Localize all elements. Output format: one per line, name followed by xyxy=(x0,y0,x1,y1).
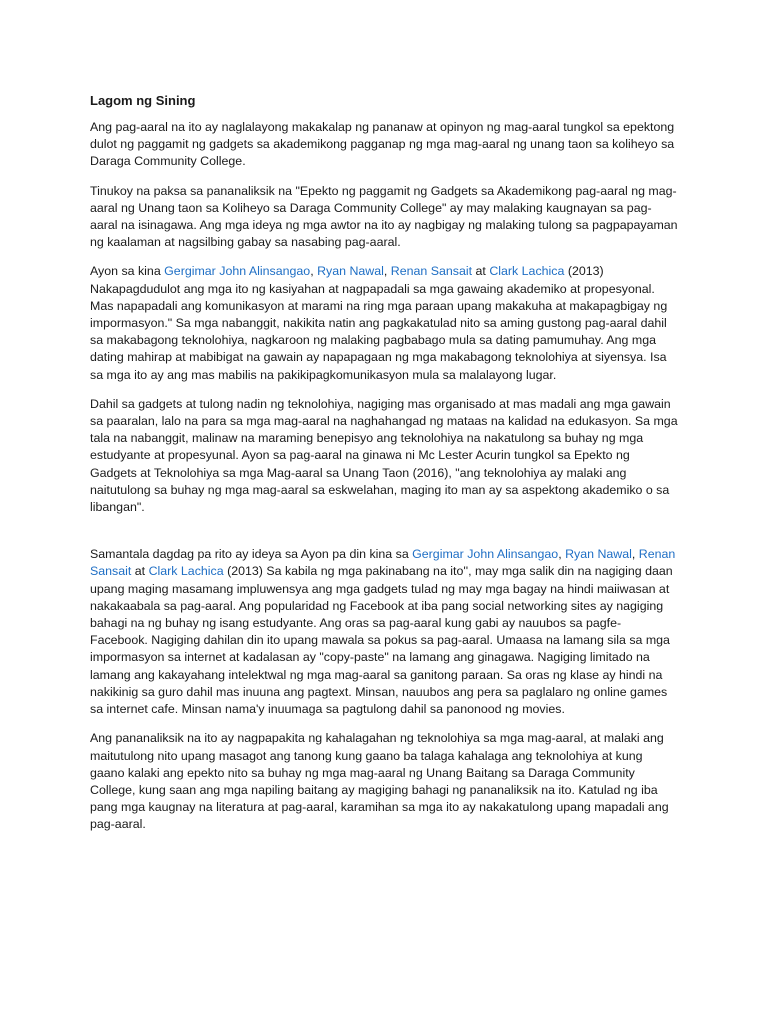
separator: , xyxy=(310,264,318,279)
paragraph-1: Ang pag-aaral na ito ay naglalayong makakalap ng pananaw at opinyon ng mag-aaral tungkol sa epektong dulot ng paggamit ng gadgets sa akademikong pagganap ng mga mag-aaral ng unang taon sa koliheyo sa Daraga Community College. xyxy=(90,120,675,169)
paragraph-3-lead: Ayon sa kina xyxy=(90,264,165,279)
separator: , xyxy=(631,547,639,562)
document-title: Lagom ng Sining xyxy=(90,93,196,108)
author-link-lachica[interactable]: Clark Lachica xyxy=(489,264,565,279)
author-link-sansait[interactable]: Renan Sansait xyxy=(390,264,473,279)
paragraph-3-body: (2013) Nakapagdudulot ang mga ito ng kasiyahan at nagpapadali sa mga gawaing akademiko at propesyonal. Mas napapadali ang komunikasyon at marami na ring mga paraan upang makakuha at makapagbigay ng impormasyon." Sa mga nabanggit, nakikita natin ang pagkakatulad nito sa aming gustong pag-aaral dahil sa makabagong teknolohiya, nagkaroon ng malaking pagbabago mula sa dating pamumuhay. Ang mga dating mahirap at mabibigat na gawain ay napapagaan ng mga makabagong teknolohiya at siyensya. Isa sa mga ito ay ang mas mabilis na pakikipagkomunikasyon mula sa malalayong lugar. xyxy=(90,264,668,382)
conjunction: at xyxy=(131,564,149,579)
author-link-alinsangao[interactable]: Gergimar John Alinsangao xyxy=(164,264,311,279)
author-link-nawal[interactable]: Ryan Nawal xyxy=(317,264,384,279)
paragraph-5-lead: Samantala dagdag pa rito ay ideya sa Ayon pa din kina sa xyxy=(90,547,413,562)
paragraph-5-body: (2013) Sa kabila ng mga pakinabang na ito'', may mga salik din na nagiging daan upang maging masamang impluwensya ang mga gadgets tulad ng may mga bagay na hindi maiiwasan at nakakaabala sa pag-aaral. Ang popularidad ng Facebook at iba pang social networking sites ay nagiging bahagi na ng buhay ng isang estudyante. Ang oras sa pag-aaral kung gabi ay nauubos sa pagfe-Facebook. Nagiging dahilan din ito upang mawala sa pokus sa pag-aaral. Umaasa na lamang sila sa mga impormasyon sa internet at kadalasan ay "copy-paste" na lamang ang ginagawa. Nagiging limitado na lamang ang kakayahang intelektwal ng mga mag-aaral sa ganitong paraan. Sa oras ng klase ay hindi na nakikinig sa guro dahil mas inuuna ang pagtext. Minsan, nauubos ang pera sa paglalaro ng online games sa internet cafe. Minsan nama'y inuumaga sa pagtulong dahil sa panonood ng movies. xyxy=(90,564,673,717)
author-link-nawal[interactable]: Ryan Nawal xyxy=(565,547,632,562)
paragraph-2: Tinukoy na paksa sa pananaliksik na "Epekto ng paggamit ng Gadgets sa Akademikong pag-aaral ng mag-aaral ng Unang taon sa Koliheyo sa Daraga Community College" ay may malaking kaugnayan sa pag-aaral na isinagawa. Ang mga ideya ng mga awtor na ito ay nagbigay ng malaking tulong sa pagpapayaman ng kaalaman at nagsilbing gabay sa nasabing pag-aaral. xyxy=(90,183,678,250)
author-link-sansait[interactable]: Renan Sansait xyxy=(90,547,676,579)
author-link-alinsangao[interactable]: Gergimar John Alinsangao xyxy=(412,547,559,562)
paragraph-6: Ang pananaliksik na ito ay nagpapakita ng kahalagahan ng teknolohiya sa mga mag-aaral, at malaki ang maitutulong nito upang masagot ang tanong kung gaano ba talaga kahalaga ang teknolohiya at kung gaano kalaki ang epekto nito sa buhay ng mga mag-aaral ng Unang Baitang sa Daraga Community College, kung saan ang mga napiling baitang ay magiging bahagi ng pananaliksik na ito. Katulad ng iba pang mga kaugnay na literatura at pag-aaral, karamihan sa mga ito ay nakakatulong upang mapadali ang pag-aaral. xyxy=(90,731,669,832)
conjunction: at xyxy=(472,264,490,279)
separator: , xyxy=(558,547,566,562)
separator: , xyxy=(383,264,391,279)
paragraph-5 xyxy=(90,546,678,718)
paragraph-3 xyxy=(90,263,678,383)
paragraph-4: Dahil sa gadgets at tulong nadin ng teknolohiya, nagiging mas organisado at mas madali ang mga gawain sa paaralan, lalo na para sa mga mag-aaral na naghahangad ng mataas na kalidad na edukasyon. Sa mga tala na nabanggit, malinaw na maraming benepisyo ang teknolohiya na nakatulong sa buhay ng mga estudyante at propesyunal. Ayon sa pag-aaral na ginawa ni Mc Lester Acurin tungkol sa Epekto ng Gadgets at Teknolohiya sa mga Mag-aaral sa Unang Taon (2016), "ang teknolohiya ay malaki ang naitutulong sa buhay ng mga mag-aaral sa eskwelahan, maging ito man ay sa aspektong akademiko o sa libangan". xyxy=(90,396,678,515)
author-link-lachica[interactable]: Clark Lachica xyxy=(148,564,224,579)
